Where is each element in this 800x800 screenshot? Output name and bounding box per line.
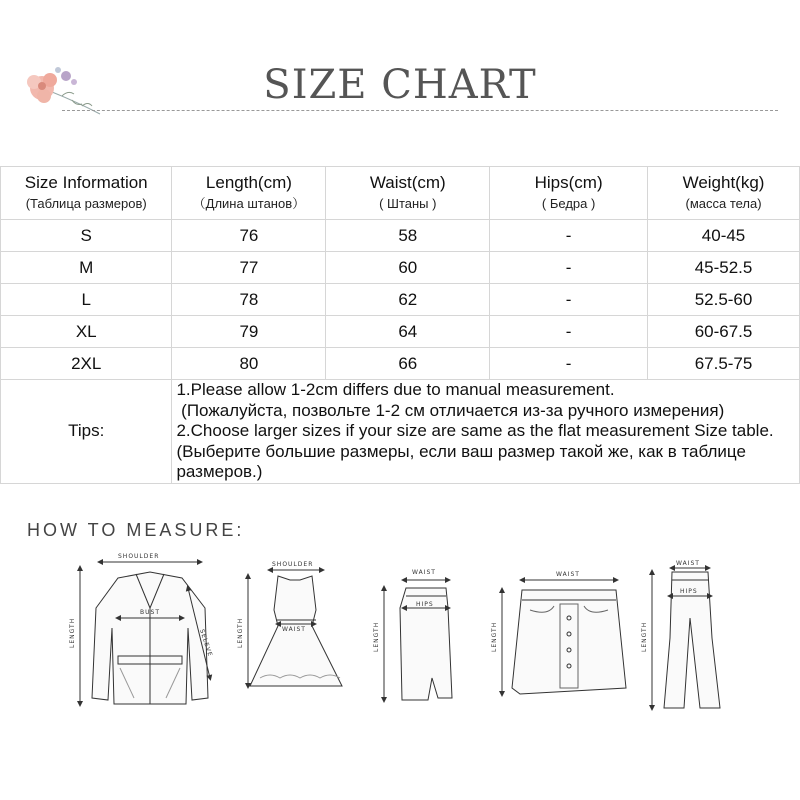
cell-hips: - (490, 316, 648, 348)
cell-waist: 66 (326, 348, 490, 380)
table-row (1, 348, 800, 380)
mini-skirt-diagram (502, 580, 626, 694)
jacket-diagram (80, 562, 210, 704)
header-size: Size Information (Таблица размеров) (1, 167, 172, 220)
cell-waist: 58 (326, 220, 490, 252)
table-header-row (1, 167, 800, 220)
table-row (1, 252, 800, 284)
cell-hips: - (490, 284, 648, 316)
table-row (1, 220, 800, 252)
cell-size: M (1, 252, 172, 284)
cell-size: 2XL (1, 348, 172, 380)
cell-weight: 40-45 (648, 220, 800, 252)
label-skirt-length: LENGTH (373, 621, 380, 652)
table-row (1, 284, 800, 316)
tip-line: (Выберите большие размеры, если ваш размер такой же, как в таблице размеров.) (176, 441, 746, 481)
size-table (0, 166, 800, 484)
label-length: LENGTH (69, 617, 76, 648)
cell-weight: 52.5-60 (648, 284, 800, 316)
cell-weight: 67.5-75 (648, 348, 800, 380)
header-waist: Waist(cm) ( Штаны ) (326, 167, 490, 220)
header (0, 0, 800, 130)
label-dress-waist: WAIST (282, 626, 306, 633)
cell-size: XL (1, 316, 172, 348)
cell-waist: 64 (326, 316, 490, 348)
cell-length: 77 (172, 252, 326, 284)
header-hips: Hips(cm) ( Бедра ) (490, 167, 648, 220)
cell-length: 79 (172, 316, 326, 348)
tip-line: 2.Choose larger sizes if your size are same as the flat measurement Size table. (176, 421, 774, 440)
cell-length: 76 (172, 220, 326, 252)
label-shoulder: SHOULDER (118, 553, 160, 560)
label-pants-waist: WAIST (676, 560, 700, 567)
how-to-measure-title: HOW TO MEASURE: (27, 520, 245, 540)
label-skirt-waist: WAIST (412, 569, 436, 576)
tips-label: Tips: (1, 380, 172, 484)
label-pants-hips: HIPS (680, 588, 698, 595)
tips-text (172, 380, 800, 484)
label-dress-shoulder: SHOULDER (272, 561, 314, 568)
label-mini-waist: WAIST (556, 571, 580, 578)
title-divider (62, 110, 778, 111)
label-sleeve: SELEVE (198, 628, 214, 658)
label-skirt-hips: HIPS (416, 601, 434, 608)
cell-waist: 62 (326, 284, 490, 316)
cell-weight: 45-52.5 (648, 252, 800, 284)
cell-length: 80 (172, 348, 326, 380)
table-row (1, 316, 800, 348)
page-title: SIZE CHART (263, 62, 537, 108)
label-mini-length: LENGTH (491, 621, 498, 652)
label-dress-length: LENGTH (237, 617, 244, 648)
cell-waist: 60 (326, 252, 490, 284)
header-length: Length(cm) （Длина штанов） (172, 167, 326, 220)
tips-row (1, 380, 800, 484)
label-bust: BUST (140, 609, 160, 616)
cell-hips: - (490, 252, 648, 284)
cell-weight: 60-67.5 (648, 316, 800, 348)
label-pants-length: LENGTH (641, 621, 648, 652)
tip-line: 1.Please allow 1-2cm differs due to manual measurement. (176, 380, 615, 399)
cell-length: 78 (172, 284, 326, 316)
header-weight: Weight(kg) (масса тела) (648, 167, 800, 220)
cell-size: L (1, 284, 172, 316)
cell-hips: - (490, 348, 648, 380)
tip-line: (Пожалуйста, позвольте 1-2 см отличается из-за ручного измерения) (176, 400, 725, 420)
cell-hips: - (490, 220, 648, 252)
cell-size: S (1, 220, 172, 252)
skirt-diagram (384, 580, 452, 700)
measurement-diagrams (0, 548, 800, 800)
